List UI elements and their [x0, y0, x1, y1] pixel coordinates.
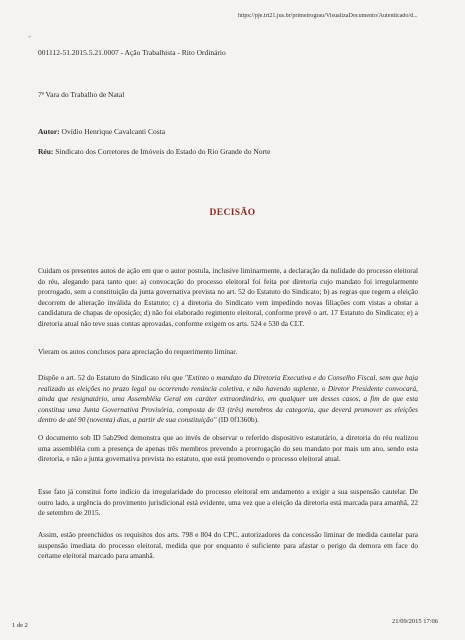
paragraph-2: Vieram os autos conclusos para apreciação do requerimento liminar.: [38, 347, 238, 356]
paragraph-3-ref: (ID 0f1360b).: [216, 415, 259, 425]
header-mark: -: [28, 31, 31, 41]
statute-quote: "Extinto o mandato da Diretoria Executiva e do Conselho Fiscal, sem que haja realizado as eleições no prazo legal ou ocorrendo renúncia coletiva, e não havendo suplente, o Diretor Presidente convocará, ainda que resignatário, uma Assembléia Geral em caráter extraordinário, em qualquer um desses casos, a fim de que esta constitua uma Junta Governativa Provisória, composta de 03 (três) membros da categoria, que deverá promover as eleições dentro de até 90 (noventa) dias, a partir de sua constituição": [38, 373, 418, 425]
court-name: 7ª Vara do Trabalho de Natal: [38, 90, 125, 99]
print-datetime: 21/09/2015 17:06: [392, 618, 439, 625]
paragraph-3-intro: Dispõe o art. 52 do Estatuto do Sindicato réu que: [38, 373, 185, 382]
reu-label: Réu:: [38, 147, 54, 156]
paragraph-6: Assim, estão preenchidos os requisitos dos arts. 798 e 804 do CPC, autorizadores da concessão liminar de medida cautelar para suspensão imediata do processo eleitoral, medida que por enquanto é suficiente para afastar o perigo da demora em face do certame eleitoral marcado para amanhã.: [38, 530, 418, 561]
paragraph-1: Cuidam os presentes autos de ação em que o autor postula, inclusive liminarmente, a declaração da nulidade do processo eleitoral do réu, alegando para tanto que: a) convocação do processo eleitoral foi feita por diretoria cujo mandato foi irregularmente prorrogado, sem a constituição da junta governativa prevista no art. 52 do Estatuto do Sindicato; b) as regras que regem a eleição decorrem de alteração inválida do Estatuto; c) a diretoria do Sindicato vem impedindo novas filiações com vistas a obstar a candidatura de chapas de oposição; d) não foi elaborado regimento eleitoral, conforme prevê o art. 17 Estatuto do Sindicato; e) a diretoria atual não teve suas contas aprovadas, conforme exigem os arts. 524 e 530 da CLT.: [38, 266, 418, 328]
paragraph-5: Esse fato já constitui forte indício da irregularidade do processo eleitoral em andamento a exigir a sua suspensão cautelar. De outro lado, a urgência do provimento jurisdicional está evidente, uma vez que a eleição da diretoria está marcada para amanhã, 22 de setembro de 2015.: [38, 487, 418, 518]
reu-name: Sindicato dos Corretores de Imóveis do Estado do Rio Grande do Norte: [53, 147, 271, 156]
reu-line: [38, 147, 270, 156]
document-title: DECISÃO: [209, 208, 256, 218]
page-number: 1 de 2: [12, 622, 28, 629]
paragraph-4: O documento sob ID 5ab29ed demonstra que ao invés de observar o referido dispositivo estatutário, a diretoria do réu realizou uma assembléia com a presença de apenas três membros prevendo a prorrogação do seu mandato por mais um ano, sendo esta diretoria, e não a junta governativa prevista no estatuto, que está promovendo o processo eleitoral atual.: [38, 433, 418, 464]
print-url: https://pje.trt21.jus.br/primeirograu/VisualizaDocumento/Autenticado/d...: [238, 13, 418, 19]
autor-line: [38, 127, 165, 136]
paragraph-3: [38, 373, 418, 426]
autor-name: Ovídio Henrique Cavalcanti Costa: [59, 127, 166, 136]
process-number: 001112-51.2015.5.21.0007 - Ação Trabalhista - Rito Ordinário: [38, 48, 226, 57]
autor-label: Autor:: [38, 127, 60, 136]
